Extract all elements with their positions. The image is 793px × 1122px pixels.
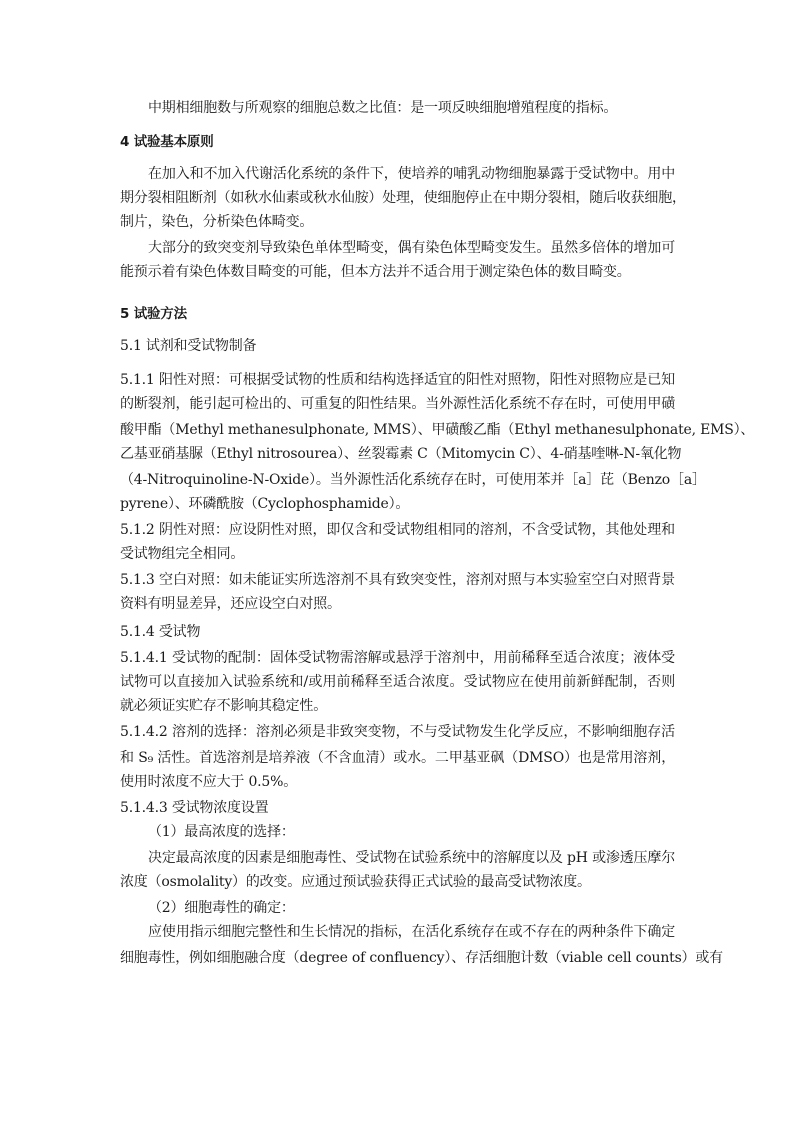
text-line: 就必须证实贮存不影响其稳定性。 xyxy=(120,698,327,714)
text-line: 受试物组完全相同。 xyxy=(120,546,245,562)
text-line: 期分裂相阻断剂（如秋水仙素或秋水仙胺）处理，使细胞停止在中期分裂相，随后收获细胞， xyxy=(120,190,686,206)
text-line: 资料有明显差异，还应设空白对照。 xyxy=(120,596,341,612)
text-line: 5.1.4 受试物 xyxy=(120,624,201,640)
text-line: 在加入和不加入代谢活化系统的条件下，使培养的哺乳动物细胞暴露于受试物中。用中 xyxy=(148,166,675,182)
text-line: 大部分的致突变剂导致染色单体型畸变，偶有染色体型畸变发生。虽然多倍体的增加可 xyxy=(148,240,675,256)
text-line: pyrene）、环磷酰胺（Cyclophosphamide）。 xyxy=(120,496,410,512)
section-heading: 5 试验方法 xyxy=(120,306,187,322)
text-line: （1）最高浓度的选择： xyxy=(148,824,295,840)
text-line: 能预示着有染色体数目畸变的可能，但本方法并不适合用于测定染色体的数目畸变。 xyxy=(120,264,631,280)
text-line: 5.1.4.3 受试物浓度设置 xyxy=(120,800,269,816)
text-line: 5.1.4.1 受试物的配制：固体受试物需溶解或悬浮于溶剂中，用前稀释至适合浓度；液体受 xyxy=(120,650,675,666)
text-line: 的断裂剂，能引起可检出的、可重复的阳性结果。当外源性活化系统不存在时，可使用甲磺 xyxy=(120,396,675,412)
text-line: 5.1.1 阳性对照：可根据受试物的性质和结构选择适宜的阳性对照物，阳性对照物应是已知 xyxy=(120,372,675,388)
text-line: 浓度（osmolality）的改变。应通过预试验获得正式试验的最高受试物浓度。 xyxy=(120,874,591,890)
text-line: 5.1 试剂和受试物制备 xyxy=(120,338,257,354)
text-line: 5.1.4.2 溶剂的选择：溶剂必须是非致突变物，不与受试物发生化学反应，不影响细胞存活 xyxy=(120,724,675,740)
text-line: 使用时浓度不应大于 0.5%。 xyxy=(120,774,298,790)
text-line: 5.1.2 阴性对照：应设阴性对照，即仅含和受试物组相同的溶剂，不含受试物，其他处理和 xyxy=(120,522,675,538)
text-line: 制片，染色，分析染色体畸变。 xyxy=(120,214,314,230)
text-line: 和 S₉ 活性。首选溶剂是培养液（不含血清）或水。二甲基亚砜（DMSO）也是常用溶剂， xyxy=(120,750,675,766)
text-line: 细胞毒性，例如细胞融合度（degree of confluency）、存活细胞计数（viable cell counts）或有 xyxy=(120,950,723,966)
text-line: （4-Nitroquinoline-N-Oxide）。当外源性活化系统存在时，可使用苯并［a］芘（Benzo［a］ xyxy=(120,472,706,488)
text-line: 决定最高浓度的因素是细胞毒性、受试物在试验系统中的溶解度以及 pH 或渗透压摩尔 xyxy=(148,850,675,866)
text-line: 乙基亚硝基脲（Ethyl nitrosourea）、丝裂霉素 C（Mitomycin C）、4-硝基喹啉-N-氧化物 xyxy=(120,446,682,462)
text-line: 中期相细胞数与所观察的细胞总数之比值：是一项反映细胞增殖程度的指标。 xyxy=(148,100,618,116)
text-line: （2）细胞毒性的确定： xyxy=(148,900,295,916)
text-line: 应使用指示细胞完整性和生长情况的指标，在活化系统存在或不存在的两种条件下确定 xyxy=(148,924,675,940)
text-line: 5.1.3 空白对照：如未能证实所选溶剂不具有致突变性，溶剂对照与本实验室空白对照背景 xyxy=(120,572,675,588)
section-heading: 4 试验基本原则 xyxy=(120,134,214,150)
text-line: 试物可以直接加入试验系统和/或用前稀释至适合浓度。受试物应在使用前新鲜配制，否则 xyxy=(120,674,675,690)
text-line: 酸甲酯（Methyl methanesulphonate, MMS）、甲磺酸乙酯（Ethyl methanesulphonate, EMS）、 xyxy=(120,422,755,438)
